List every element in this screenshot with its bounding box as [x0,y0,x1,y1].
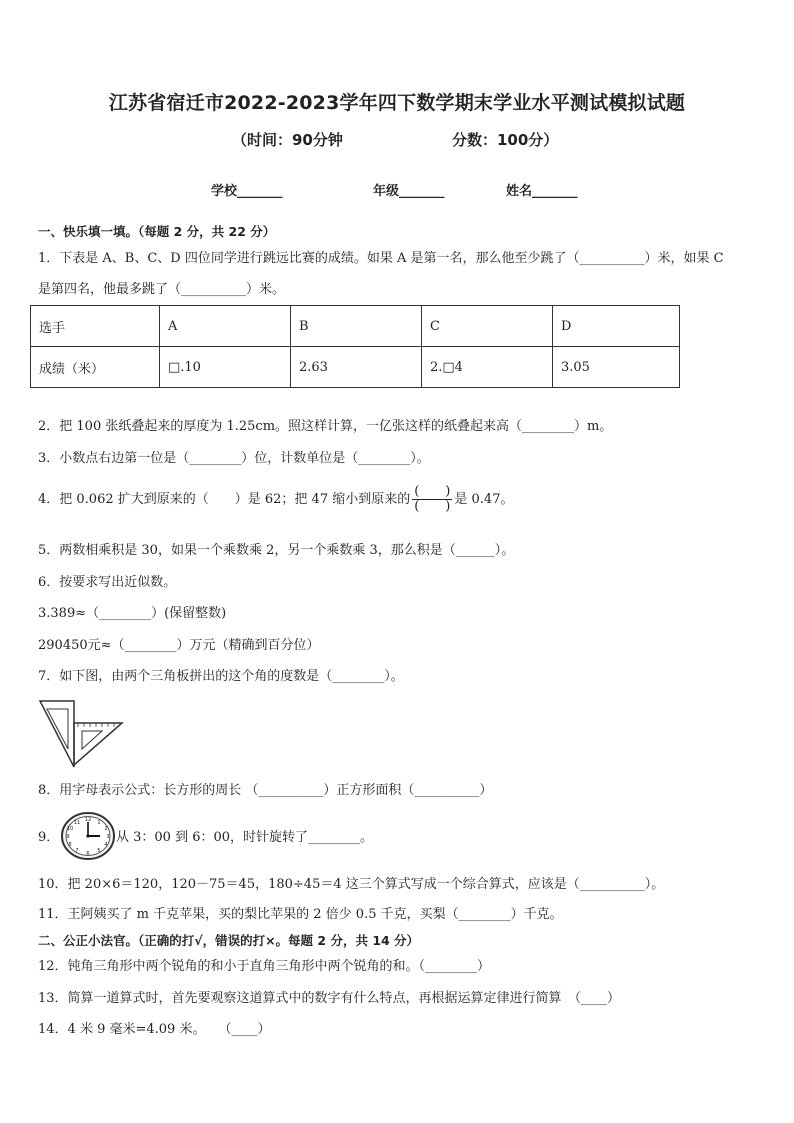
fraction-blank [412,485,452,514]
svg-text:11: 11 [73,820,81,826]
jump-results-table [30,305,680,388]
section-1-heading: 一、快乐填一填。（每题 2 分，共 22 分） [38,224,276,239]
question-9-number: 9． [38,830,60,845]
question-1-line-1: 1．下表是 A、B、C、D 四位同学进行跳远比赛的成绩。如果 A 是第一名，那么他至少跳了（__________）米，如果 C [38,251,724,266]
table-cell: □.10 [160,347,291,388]
total-score: 分数：100分） [452,131,559,149]
time-limit: （时间：90分钟 [232,131,343,149]
question-11: 11．王阿姨买了 m 千克苹果，买的梨比苹果的 2 倍少 0.5 千克，买梨（________）千克。 [38,907,563,922]
svg-text:10: 10 [66,826,74,832]
table-row [31,347,680,388]
svg-text:5: 5 [97,848,101,854]
svg-text:8: 8 [68,842,72,848]
name-field[interactable]: 姓名_______ [506,184,578,199]
fraction-numerator: ( ) [414,484,451,499]
question-4-part-2: 是 0.47。 [454,492,514,507]
fraction-denominator: ( ) [414,499,451,514]
question-3: 3．小数点右边第一位是（________）位，计数单位是（________）。 [38,451,430,466]
table-cell: D [553,306,680,347]
question-4 [38,482,513,518]
section-2-heading: 二、公正小法官。（正确的打√，错误的打×。每题 2 分，共 14 分） [38,933,420,948]
table-cell: C [422,306,553,347]
question-14: 14．4 米 9 毫米=4.09 米。 （____） [38,1022,271,1037]
question-6a: 3.389≈（________）(保留整数) [38,606,227,621]
table-cell: 选手 [31,306,160,347]
question-2: 2．把 100 张纸叠起来的厚度为 1.25cm。照这样计算，一亿张这样的纸叠起来高（________）m。 [38,419,613,434]
svg-text:2: 2 [104,826,108,832]
question-10: 10．把 20×6＝120，120－75＝45，180÷45＝4 这三个算式写成一个综合算式，应该是（__________）。 [38,877,665,892]
svg-text:7: 7 [75,848,79,854]
svg-text:1: 1 [97,820,101,826]
triangle-rulers-figure [38,699,124,769]
svg-text:3: 3 [106,834,110,840]
question-6: 6．按要求写出近似数。 [38,575,177,590]
svg-text:12: 12 [84,817,92,823]
question-13: 13．简算一道算式时，首先要观察这道算式中的数字有什么特点，再根据运算定律进行简算 （____） [38,991,621,1006]
svg-text:9: 9 [66,834,70,840]
question-9-text: 从 3：00 到 6：00，时针旋转了________。 [116,830,374,845]
svg-text:6: 6 [86,851,90,857]
table-cell: 3.05 [553,347,680,388]
question-12: 12．钝角三角形中两个锐角的和小于直角三角形中两个锐角的和。（________） [38,959,491,974]
table-cell: 2.63 [291,347,422,388]
table-cell: B [291,306,422,347]
table-row [31,306,680,347]
question-4-part-1: 4．把 0.062 扩大到原来的（ ）是 62；把 47 缩小到原来的 [38,492,411,507]
school-field[interactable]: 学校_______ [211,184,283,199]
svg-text:4: 4 [104,842,108,848]
question-7: 7．如下图，由两个三角板拼出的这个角的度数是（________）。 [38,669,404,684]
grade-field[interactable]: 年级_______ [373,184,445,199]
table-cell: A [160,306,291,347]
question-6b: 290450元≈（________）万元（精确到百分位） [38,638,320,653]
question-5: 5．两数相乘积是 30，如果一个乘数乘 2，另一个乘数乘 3，那么积是（______）。 [38,543,515,558]
question-1-line-2: 是第四名，他最多跳了（__________）米。 [38,282,286,297]
clock-icon [60,811,116,861]
table-cell: 成绩（米） [31,347,160,388]
exam-title: 江苏省宿迁市2022-2023学年四下数学期末学业水平测试模拟试题 [108,92,686,114]
table-cell: 2.□4 [422,347,553,388]
question-8: 8．用字母表示公式：长方形的周长 （__________）正方形面积（__________） [38,783,493,798]
